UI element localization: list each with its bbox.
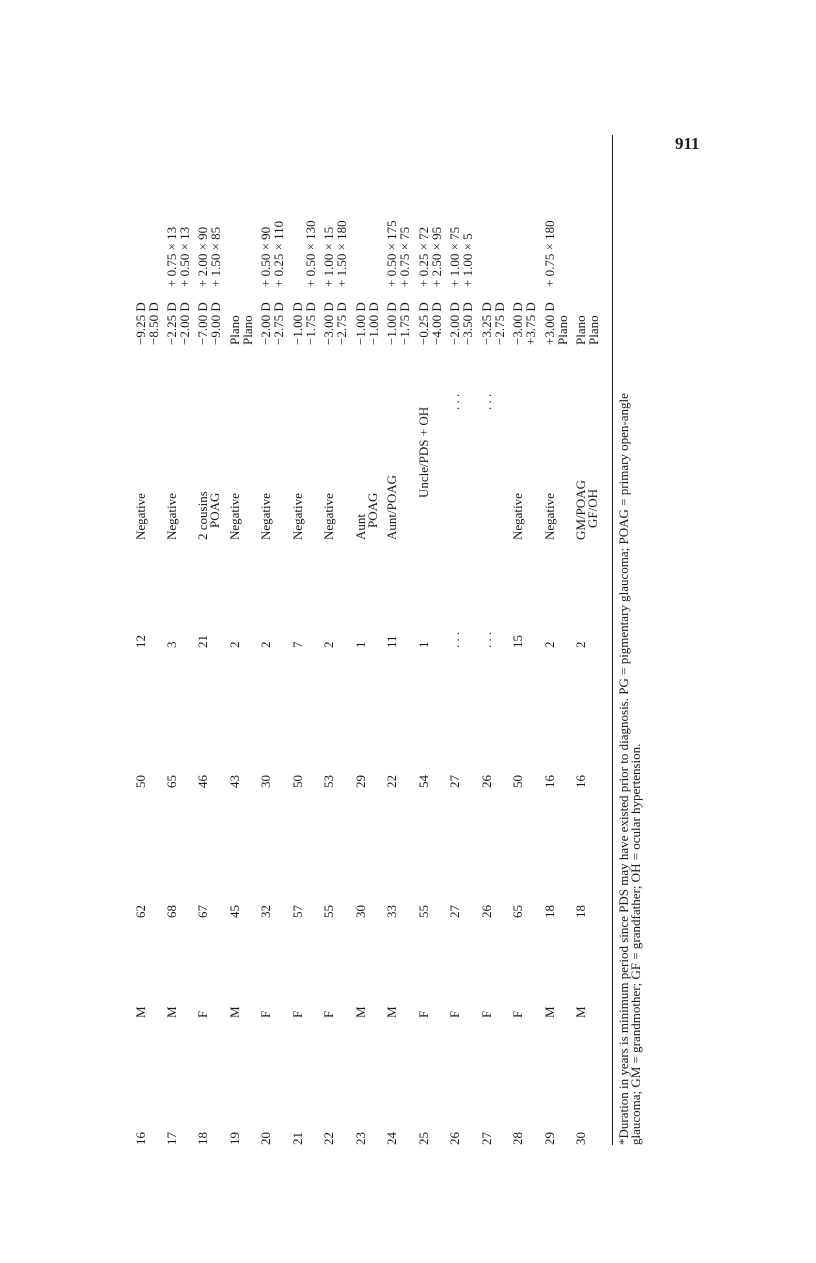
duration-cell: 1 [416,641,431,648]
age-cell: 68 [164,905,179,918]
family-history-line: 2 cousins [195,491,210,540]
refraction-sphere: −2.75 D [334,302,349,345]
refraction-sphere: −1.00 D [384,302,399,345]
sex-cell: F [258,1010,273,1018]
age-cell: 62 [133,905,148,918]
age-at-diagnosis-cell: 65 [164,775,179,788]
age-cell: 32 [258,905,273,918]
refraction-sphere: +3.75 D [523,302,538,345]
sex-cell: M [384,1006,399,1018]
duration-cell: 21 [195,635,210,648]
refraction-sphere: −3.25 D [479,302,494,345]
age-cell: 55 [416,905,431,918]
patient-number: 17 [164,1132,179,1145]
duration-cell: 11 [384,635,399,648]
duration-cell: 3 [164,641,179,648]
refraction-sphere: −1.75 D [397,302,412,345]
age-cell: 65 [510,905,525,918]
age-at-diagnosis-cell: 29 [353,775,368,788]
age-at-diagnosis-cell: 27 [447,775,462,788]
family-history-line: POAG [207,492,222,528]
refraction-sphere: −2.75 D [492,302,507,345]
age-cell: 27 [447,905,462,918]
patient-number: 19 [227,1132,242,1145]
refraction-sphere: −2.00 D [447,302,462,345]
family-history-line: GF/OH [585,488,600,528]
age-cell: 30 [353,905,368,918]
refraction-cylinder: + 0.50 × 13 [177,226,192,287]
refraction-sphere: Plano [240,315,255,345]
patient-number: 23 [353,1132,368,1145]
refraction-cylinder: + 0.75 × 75 [397,226,412,287]
duration-cell: . . . [447,631,462,648]
refraction-sphere: −2.00 D [177,302,192,345]
refraction-cylinder: + 2.50 × 95 [429,226,444,287]
age-cell: 67 [195,905,210,918]
patient-number: 28 [510,1132,525,1145]
duration-cell: 2 [573,641,588,648]
sex-cell: F [447,1010,462,1018]
age-cell: 26 [479,905,494,918]
refraction-sphere: −3.00 D [510,302,525,345]
sex-cell: F [510,1010,525,1018]
age-at-diagnosis-cell: 46 [195,775,210,788]
family-history-line: Negative [321,493,336,540]
refraction-sphere: −4.00 D [429,302,444,345]
patient-number: 26 [447,1132,462,1145]
age-at-diagnosis-cell: 53 [321,775,336,788]
family-history-line: Aunt/POAG [384,474,399,540]
refraction-sphere: −2.00 D [258,302,273,345]
refraction-cylinder: + 1.00 × 75 [447,226,462,287]
family-history-line: Uncle/PDS + OH [416,406,431,498]
patient-number: 18 [195,1132,210,1145]
refraction-cylinder: + 2.00 × 90 [195,226,210,287]
refraction-sphere: Plano [573,315,588,345]
refraction-sphere: −3.00 D [321,302,336,345]
family-history-line: . . . [447,393,462,410]
duration-cell: 2 [258,641,273,648]
refraction-cylinder: + 1.00 × 5 [460,233,475,287]
duration-cell: 1 [353,641,368,648]
refraction-sphere: −1.75 D [303,302,318,345]
age-cell: 45 [227,905,242,918]
age-cell: 18 [542,905,557,918]
refraction-sphere: −2.25 D [164,302,179,345]
age-at-diagnosis-cell: 50 [510,775,525,788]
refraction-sphere: −2.75 D [271,302,286,345]
refraction-sphere: −3.50 D [460,302,475,345]
footnote-line-1: *Duration in years is minimum period since PDS may have existed prior to diagnosis. PG = pigmentary glaucoma; POAG = primary open-angle [616,393,631,1145]
family-history-line: . . . [479,393,494,410]
refraction-cylinder: + 0.50 × 90 [258,226,273,287]
family-history-line: Aunt [353,514,368,540]
age-at-diagnosis-cell: 16 [573,775,588,788]
age-cell: 57 [290,905,305,918]
duration-cell: 2 [542,641,557,648]
patient-number: 30 [573,1132,588,1145]
refraction-sphere: Plano [586,315,601,345]
duration-cell: . . . [479,631,494,648]
family-history-line: Negative [227,493,242,540]
age-cell: 18 [573,905,588,918]
age-at-diagnosis-cell: 50 [290,775,305,788]
sex-cell: M [227,1006,242,1018]
sex-cell: M [133,1006,148,1018]
age-at-diagnosis-cell: 22 [384,775,399,788]
table-footnote [618,145,642,1145]
duration-cell: 12 [133,635,148,648]
refraction-cylinder: + 1.00 × 15 [321,226,336,287]
duration-cell: 7 [290,641,305,648]
patient-number: 27 [479,1132,494,1145]
refraction-cylinder: + 0.75 × 180 [542,220,557,287]
footnote-rule [612,135,613,1145]
age-at-diagnosis-cell: 50 [133,775,148,788]
refraction-sphere: −9.00 D [208,302,223,345]
refraction-sphere: Plano [555,315,570,345]
family-history-line: Negative [258,493,273,540]
rotated-table [134,135,724,1145]
page-number: 911 [675,134,700,153]
sex-cell: M [353,1006,368,1018]
refraction-sphere: −1.00 D [353,302,368,345]
patient-number: 21 [290,1132,305,1145]
patient-number: 22 [321,1132,336,1145]
sex-cell: F [479,1010,494,1018]
refraction-sphere: −8.50 D [146,302,161,345]
family-history-line: Negative [133,493,148,540]
family-history-line: Negative [164,493,179,540]
family-history-line: POAG [365,492,380,528]
age-cell: 55 [321,905,336,918]
refraction-cylinder: + 0.50 × 175 [384,220,399,287]
duration-cell: 15 [510,635,525,648]
sex-cell: M [164,1006,179,1018]
refraction-sphere: Plano [227,315,242,345]
age-at-diagnosis-cell: 43 [227,775,242,788]
sex-cell: F [416,1010,431,1018]
family-history-line: Negative [542,493,557,540]
family-history-line: Negative [510,493,525,540]
refraction-sphere: −1.00 D [366,302,381,345]
sex-cell: F [321,1010,336,1018]
refraction-cylinder: + 1.50 × 85 [208,226,223,287]
family-history-line: GM/POAG [573,480,588,540]
refraction-sphere: −0.25 D [416,302,431,345]
footnote-line-2: glaucoma; GM = grandmother; GF = grandfather; OH = ocular hypertension. [628,743,643,1145]
duration-cell: 2 [227,641,242,648]
patient-number: 24 [384,1132,399,1145]
age-at-diagnosis-cell: 26 [479,775,494,788]
patient-number: 16 [133,1132,148,1145]
refraction-sphere: −7.00 D [195,302,210,345]
refraction-cylinder: + 1.50 × 180 [334,220,349,287]
sex-cell: M [573,1006,588,1018]
refraction-cylinder: + 0.50 × 130 [303,220,318,287]
sex-cell: F [290,1010,305,1018]
sex-cell: F [195,1010,210,1018]
duration-cell: 2 [321,641,336,648]
refraction-sphere: −9.25 D [133,302,148,345]
sex-cell: M [542,1006,557,1018]
age-at-diagnosis-cell: 30 [258,775,273,788]
refraction-sphere: +3.00 D [542,302,557,345]
family-history-line: Negative [290,493,305,540]
age-at-diagnosis-cell: 54 [416,775,431,788]
patient-number: 29 [542,1132,557,1145]
age-at-diagnosis-cell: 16 [542,775,557,788]
refraction-cylinder: + 0.25 × 72 [416,226,431,287]
refraction-sphere: −1.00 D [290,302,305,345]
patient-number: 20 [258,1132,273,1145]
refraction-cylinder: + 0.25 × 110 [271,220,286,287]
patient-number: 25 [416,1132,431,1145]
age-cell: 33 [384,905,399,918]
refraction-cylinder: + 0.75 × 13 [164,226,179,287]
